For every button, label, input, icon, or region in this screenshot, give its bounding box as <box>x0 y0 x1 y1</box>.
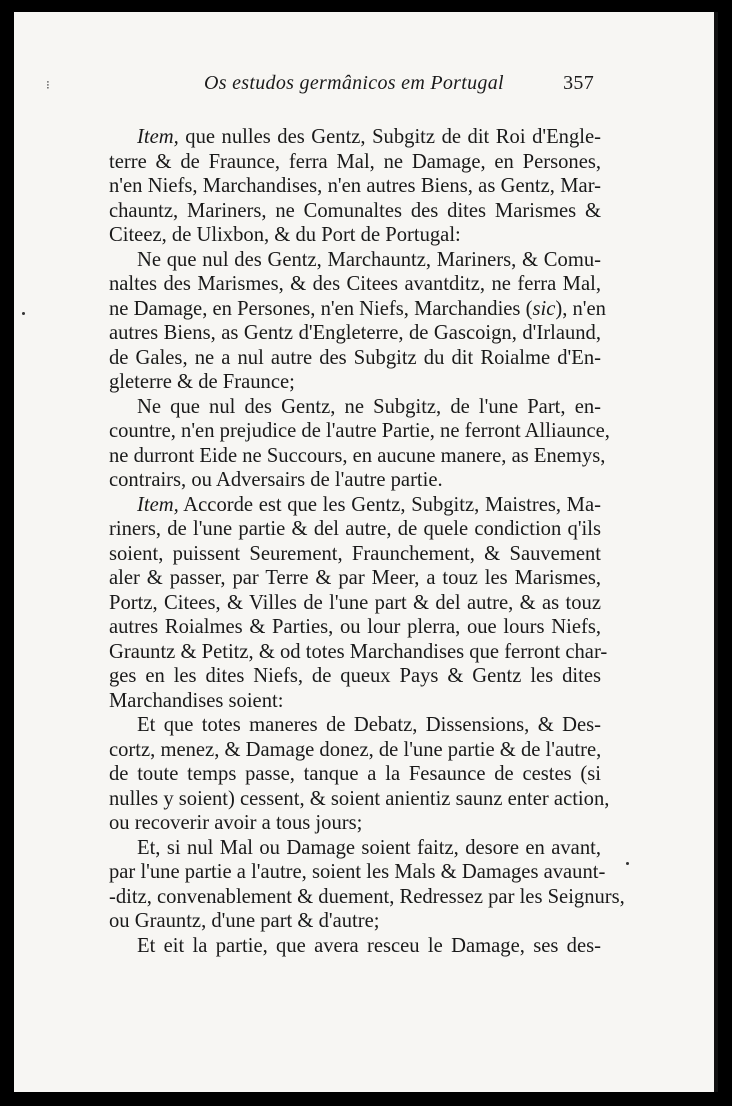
text-line: Et que totes maneres de Debatz, Dissensions, & Des- <box>137 714 601 736</box>
text-line: cortz, menez, & Damage donez, de l'une partie & de l'autre, <box>109 738 602 761</box>
text-line: contrairs, ou Adversairs de l'autre partie. <box>109 469 443 491</box>
text-line: chauntz, Mariners, ne Comunaltes des dites Marismes & <box>109 199 601 222</box>
text-line: naltes des Marismes, & des Citees avantditz, ne ferra Mal, <box>109 273 601 295</box>
running-title: Os estudos germânicos em Portugal <box>204 72 504 94</box>
item-lead: Item, <box>137 493 179 516</box>
margin-mark: ⁝ <box>46 78 50 92</box>
text-line: Grauntz & Petitz, & od totes Marchandises que ferront char- <box>109 640 608 663</box>
text-line: Et eit la partie, que avera resceu le Damage, ses des- <box>137 934 601 957</box>
text-line: Ne que nul des Gentz, ne Subgitz, de l'une Part, en- <box>137 395 601 418</box>
text-line: nulles y soient) cessent, & soient anientiz saunz enter action, <box>109 787 610 810</box>
book-page <box>14 12 718 1092</box>
text-line: ges en les dites Niefs, de queux Pays & Gentz les dites <box>109 665 601 687</box>
speck <box>22 312 25 315</box>
text-line: riners, de l'une partie & del autre, de quele condiction q'ils <box>109 518 601 540</box>
paragraph <box>109 395 610 493</box>
text-line: Marchandises soient: <box>109 689 284 712</box>
paragraph <box>109 713 610 836</box>
text-line: de toute temps passe, tanque a la Fesaunce de cestes (si <box>109 763 601 785</box>
speck <box>626 862 629 865</box>
text-line: terre & de Fraunce, ferra Mal, ne Damage, en Persones, <box>109 150 601 173</box>
text-line: de Gales, ne a nul autre des Subgitz du dit Roialme d'En- <box>109 346 601 369</box>
text-line: countre, n'en prejudice de l'autre Partie, ne ferront Alliaunce, <box>109 420 610 442</box>
text-line: -ditz, convenablement & duement, Redressez par les Seignurs, <box>109 885 625 908</box>
paragraph <box>109 934 601 959</box>
text-line: Ne que nul des Gentz, Marchauntz, Mariners, & Comu- <box>137 248 601 271</box>
text-line: autres Roialmes & Parties, ou lour plerra, oue lours Niefs, <box>109 616 601 638</box>
text-line: par l'une partie a l'autre, soient les Mals & Damages avaunt- <box>109 861 606 883</box>
paragraph <box>109 125 601 248</box>
paragraph <box>109 836 625 934</box>
text-line: ou Grauntz, d'une part & d'autre; <box>109 910 380 932</box>
body-text <box>109 125 625 958</box>
text-line: soient, puissent Seurement, Fraunchement, & Sauvement <box>109 542 601 565</box>
text-line: n'en Niefs, Marchandises, n'en autres Biens, as Gentz, Mar- <box>109 175 601 197</box>
text-line: Portz, Citees, & Villes de l'une part & del autre, & as touz <box>109 591 601 614</box>
text-line: Item, Accorde est que les Gentz, Subgitz, Maistres, Ma- <box>137 493 601 516</box>
item-lead: Item, <box>137 126 179 148</box>
text-line: Citeez, de Ulixbon, & du Port de Portugal: <box>109 224 461 246</box>
text-line: Et, si nul Mal ou Damage soient faitz, desore en avant, <box>137 836 601 859</box>
page-number: 357 <box>563 72 594 94</box>
text-line: aler & passer, par Terre & par Meer, a touz les Marismes, <box>109 567 601 589</box>
text-line: ou recoverir avoir a tous jours; <box>109 812 363 834</box>
text-line: ne Damage, en Persones, n'en Niefs, Marchandies (sic), n'en <box>109 297 606 320</box>
paragraph <box>109 248 606 395</box>
text-line: ne durront Eide ne Succours, en aucune manere, as Enemys, <box>109 444 606 467</box>
text-line: gleterre & de Fraunce; <box>109 371 295 393</box>
paragraph <box>109 493 608 714</box>
text-line: Item, que nulles des Gentz, Subgitz de dit Roi d'Engle- <box>137 126 601 148</box>
text-line: autres Biens, as Gentz d'Engleterre, de Gascoign, d'Irlaund, <box>109 322 601 344</box>
